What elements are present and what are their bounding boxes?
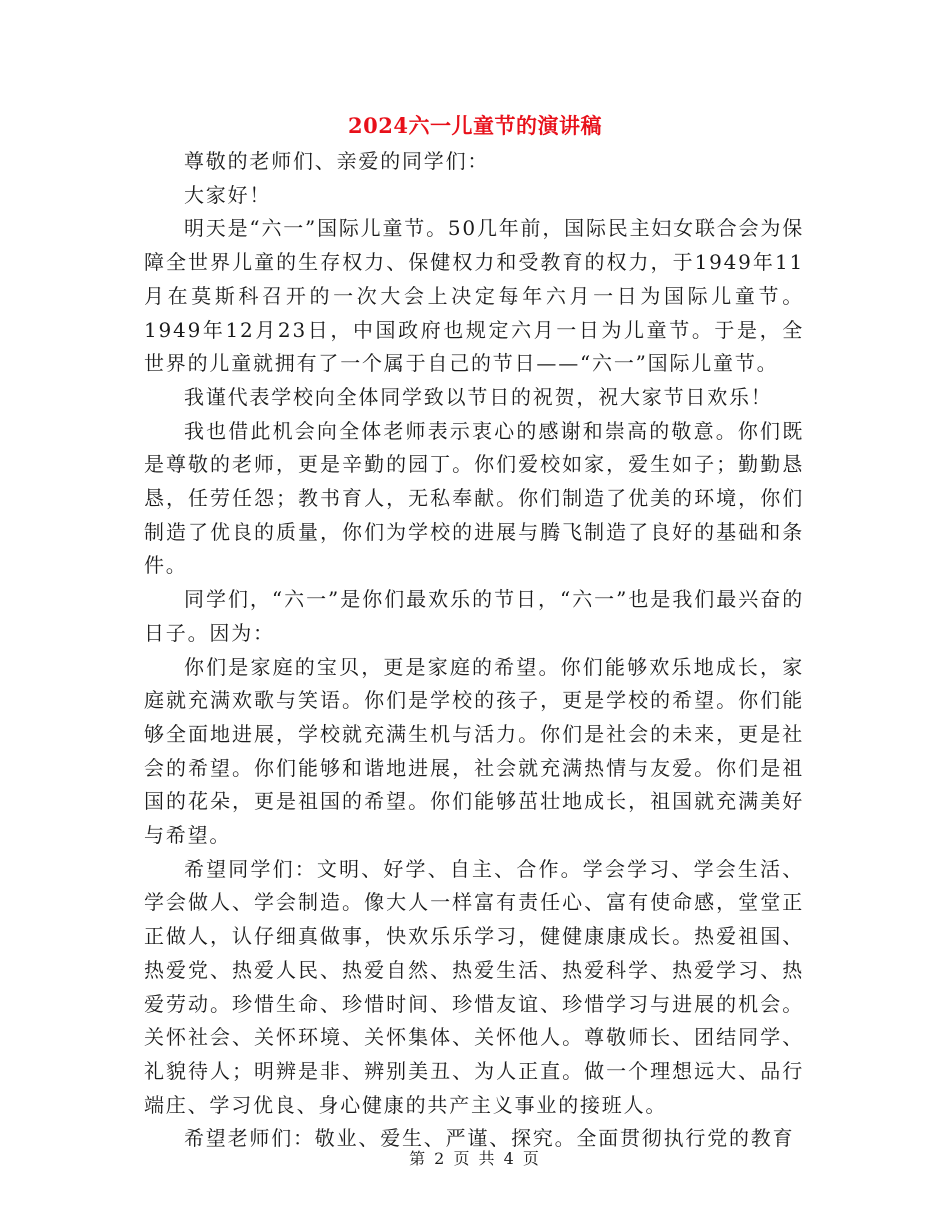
body-paragraph: 明天是“六一”国际儿童节。50几年前，国际民主妇女联合会为保障全世界儿童的生存权力、保健权力和受教育的权力，于1949年11月在莫斯科召开的一次大会上决定每年六月一日为国际儿童节。1949年12月23日，中国政府也规定六月一日为儿童节。于是，全世界的儿童就拥有了一个属于自己的节日——“六一”国际儿童节。 [144, 216, 804, 376]
body-paragraph: 我也借此机会向全体老师表示衷心的感谢和崇高的敬意。你们既是尊敬的老师，更是辛勤的园丁。你们爱校如家，爱生如子；勤勤恳恳，任劳任怨；教书育人，无私奉献。你们制造了优美的环境，你们制造了优良的质量，你们为学校的进展与腾飞制造了良好的基础和条件。 [144, 418, 804, 578]
body-paragraph: 我谨代表学校向全体同学致以节日的祝贺，祝大家节日欢乐！ [184, 384, 773, 409]
body-paragraph: 你们是家庭的宝贝，更是家庭的希望。你们能够欢乐地成长，家庭就充满欢歌与笑语。你们是学校的孩子，更是学校的希望。你们能够全面地进展，学校就充满生机与活力。你们是社会的未来，更是社会的希望。你们能够和谐地进展，社会就充满热情与友爱。你们是祖国的花朵，更是祖国的希望。你们能够茁壮地成长，祖国就充满美好与希望。 [144, 654, 804, 848]
greeting-paragraph: 大家好！ [184, 182, 272, 207]
body-paragraph: 希望同学们：文明、好学、自主、合作。学会学习、学会生活、学会做人、学会制造。像大人一样富有责任心、富有使命感，堂堂正正做人，认仔细真做事，快欢乐乐学习，健健康康成长。热爱祖国、热爱党、热爱人民、热爱自然、热爱生活、热爱科学、热爱学习、热爱劳动。珍惜生命、珍惜时间、珍惜友谊、珍惜学习与进展的机会。关怀社会、关怀环境、关怀集体、关怀他人。尊敬师长、团结同学、礼貌待人；明辨是非、辨别美丑、为人正直。做一个理想远大、品行端庄、学习优良、身心健康的共产主义事业的接班人。 [144, 856, 804, 1117]
page-number-footer: 第 2 页 共 4 页 [409, 1149, 541, 1168]
salutation-paragraph: 尊敬的老师们、亲爱的同学们： [184, 149, 490, 173]
body-paragraph: 希望老师们：敬业、爱生、严谨、探究。全面贯彻执行党的教育 [184, 1126, 795, 1151]
document-title: 2024六一儿童节的演讲稿 [348, 113, 602, 138]
body-paragraph: 同学们，“六一”是你们最欢乐的节日，“六一”也是我们最兴奋的日子。因为： [144, 587, 804, 645]
document-body [144, 145, 804, 1156]
